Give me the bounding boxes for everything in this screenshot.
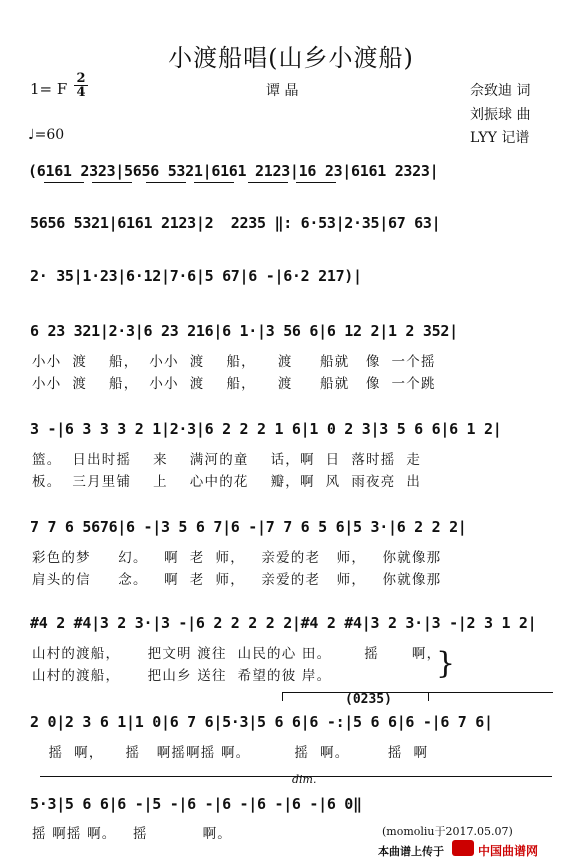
beam — [194, 182, 234, 183]
score-row-2: 5656 5321|6161 2123|2 2235 ‖: 6·53|2·35|67 63| — [30, 214, 441, 232]
score-row-4: 6 23 321|2·3|6 23 216|6 1·|3 56 6|6 12 2|1 2 352| — [30, 322, 458, 340]
transcription-signature: (momoliu于2017.05.07) — [382, 825, 513, 838]
lyric-row-6b: 肩头的信 念。 啊 老 师， 亲爱的老 师， 你就像那 — [32, 572, 442, 588]
site-logo-icon — [452, 840, 474, 856]
score-row-1: (6161 2323|5656 5321|6161 2123|16 23|6161 2323| — [28, 162, 439, 180]
score-row-8: 2 0|2 3 6 1|1 0|6 7 6|5·3|5 6 6|6 -:|5 6 6|6 -|6 7 6| — [30, 713, 493, 731]
lyric-row-7a: 山村的渡船， 把文明 渡往 山民的心 田。 摇 啊， — [32, 646, 442, 662]
beam — [92, 182, 132, 183]
lyric-row-4b: 小小 渡 船， 小小 渡 船， 渡 船就 像 一个跳 — [32, 376, 436, 392]
beam — [296, 182, 336, 183]
time-signature — [74, 72, 88, 99]
lyric-row-6a: 彩色的梦 幻。 啊 老 师， 亲爱的老 师， 你就像那 — [32, 550, 442, 566]
score-row-6: 7 7 6 5676|6 -|3 5 6 7|6 -|7 7 6 5 6|5 3·|6 2 2 2| — [30, 518, 467, 536]
site-brand[interactable]: 中国曲谱网 — [478, 844, 539, 858]
score-row-7: #4 2 #4|3 2 3·|3 -|6 2 2 2 2 2|#4 2 #4|3 2 3·|3 -|2 3 1 2| — [30, 614, 537, 632]
score-row-9: 5·3|5 6 6|6 -|5 -|6 -|6 -|6 -|6 -|6 0‖ — [30, 795, 362, 813]
composer-credit: 刘振球 曲 — [470, 107, 531, 123]
volta-2 — [428, 692, 553, 701]
key-signature: 1= F — [30, 80, 68, 98]
beam — [146, 182, 186, 183]
song-title: 小渡船唱(山乡小渡船) — [168, 44, 414, 72]
lyricist-credit: 佘致迪 词 — [470, 83, 531, 99]
volta-1-pickup: (0235) — [345, 692, 392, 707]
lyric-row-8: 摇 啊， 摇 啊摇啊摇 啊。 摇 啊。 摇 啊 — [32, 745, 429, 761]
score-row-3: 2· 35|1·23|6·12|7·6|5 67|6 -|6·2 217)| — [30, 267, 362, 285]
lyric-row-9: 摇 啊摇 啊。 摇 啊。 — [32, 826, 232, 842]
lyric-row-7b: 山村的渡船， 把山乡 送往 希望的彼 岸。 — [32, 668, 332, 684]
meter-top: 2 — [76, 71, 86, 86]
meter-bottom: 4 — [74, 85, 88, 99]
tempo-marking: ♩=60 — [28, 127, 65, 143]
lyric-row-5a: 篮。 日出时摇 来 满河的童 话，啊 日 落时摇 走 — [32, 452, 422, 468]
upload-notice: 本曲谱上传于 — [378, 845, 444, 858]
score-row-5: 3 -|6 3 3 3 2 1|2·3|6 2 2 2 1 6|1 0 2 3|3 5 6 6|6 1 2| — [30, 420, 502, 438]
repeat-brace: } — [436, 646, 456, 681]
lyric-row-5b: 板。 三月里铺 上 心中的花 瓣，啊 风 雨夜亮 出 — [32, 474, 422, 490]
lyric-row-4a: 小小 渡 船， 小小 渡 船， 渡 船就 像 一个摇 — [32, 354, 436, 370]
beam — [44, 182, 84, 183]
genre-label: 谭 晶 — [266, 83, 299, 99]
dim-marking: dim. — [292, 773, 317, 786]
beam — [248, 182, 288, 183]
transcriber-credit: LYY 记谱 — [470, 130, 530, 146]
